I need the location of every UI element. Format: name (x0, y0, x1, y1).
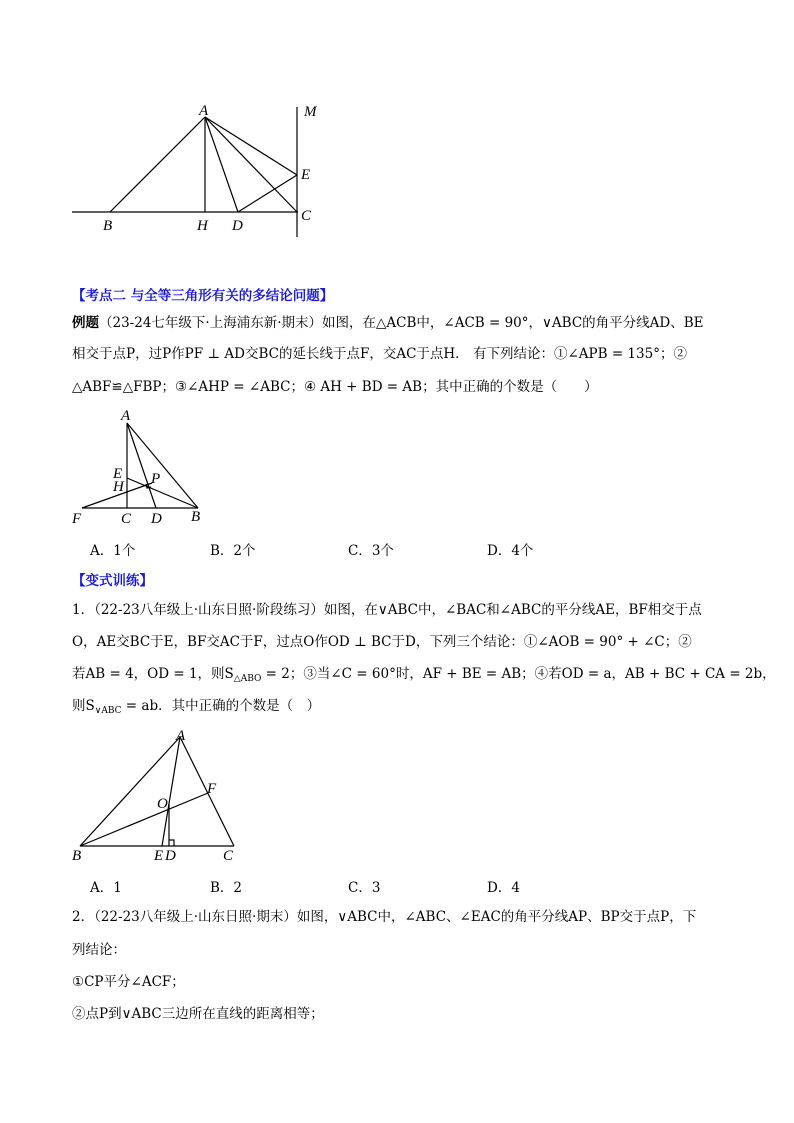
line-AB (110, 117, 205, 212)
label-D: D (232, 218, 243, 234)
label-A: A (176, 728, 186, 744)
q1-line-1: 1．（22-23八年级上·山东日照·阶段练习）如图，在∨ABC中，∠BAC和∠ABC的平分线AE，BF相交于点 (72, 602, 702, 618)
label-F: F (72, 511, 82, 527)
label-B: B (72, 848, 82, 864)
line-AE (205, 117, 297, 175)
q2-item-1: ①CP平分∠ACF； (72, 974, 185, 990)
q1-option-a[interactable]: A．1 (90, 880, 122, 896)
q2-line-1: 2．（22-23八年级上·山东日照·期末）如图，∨ABC中，∠ABC、∠EAC的角平分线AP、BP交于点P，下 (72, 909, 697, 925)
q1-line-3a: 若AB = 4，OD = 1，则S (72, 666, 234, 682)
q1-line-2: O，AE交BC于E，BF交AC于F，过点O作OD ⊥ BC于D，下列三个结论：①∠AOB = 90° + ∠C；② (72, 634, 692, 650)
q1-line-4b: = ab．其中正确的个数是（ ） (121, 698, 321, 714)
line-AB (127, 423, 198, 508)
label-C: C (121, 511, 132, 527)
label-D: D (151, 511, 162, 527)
example-option-b[interactable]: B．2个 (210, 543, 256, 559)
label-E: E (113, 466, 123, 482)
figure-1-geometry (60, 95, 330, 245)
q1-line-4-sub: ∨ABC (94, 706, 122, 716)
example-option-a[interactable]: A．1个 (90, 543, 136, 559)
q1-option-c[interactable]: C．3 (348, 880, 381, 896)
line-AD (205, 117, 238, 212)
label-M: M (304, 104, 317, 120)
label-E: E (154, 848, 164, 864)
label-E: E (301, 167, 311, 183)
label-D: D (165, 848, 176, 864)
q1-line-4 (72, 696, 320, 721)
label-B: B (191, 509, 201, 525)
q1-option-d[interactable]: D．4 (487, 880, 520, 896)
figure-3-geometry (60, 722, 260, 867)
example-text-1: （23-24七年级下·上海浦东新·期末）如图，在△ACB中，∠ACB = 90°，∨ABC的角平分线AD、BE (99, 315, 704, 331)
label-H: H (113, 479, 124, 495)
figure-2-geometry (60, 400, 240, 530)
label-C: C (301, 208, 312, 224)
q2-item-2: ②点P到∨ABC三边所在直线的距离相等； (72, 1006, 324, 1022)
section-heading-training: 【变式训练】 (72, 573, 153, 589)
example-line-3: △ABF≌△FBP；③∠AHP = ∠ABC；④ AH + BD = AB；其中正确的个数是（ ） (72, 379, 598, 395)
example-option-c[interactable]: C．3个 (348, 543, 394, 559)
section-heading-kaodian2: 【考点二 与全等三角形有关的多结论问题】 (72, 288, 334, 304)
example-label: 例题 (72, 315, 99, 331)
line-BF (80, 793, 208, 846)
label-H: H (197, 218, 208, 234)
example-line-1 (72, 313, 704, 333)
q1-line-4a: 则S (72, 698, 95, 714)
example-line-2: 相交于点P，过P作PF ⊥ AD交BC的延长线于点F，交AC于点H． 有下列结论：①∠APB = 135°；② (72, 346, 687, 362)
label-C: C (223, 848, 234, 864)
line-BE (127, 478, 198, 508)
line-AD (127, 423, 156, 508)
label-O: O (157, 796, 168, 812)
q1-line-3 (72, 664, 776, 689)
label-P: P (151, 471, 161, 487)
q1-option-b[interactable]: B．2 (210, 880, 243, 896)
q1-line-3b: = 2；③当∠C = 60°时，AF + BE = AB；④若OD = a，AB + BC + CA = 2b， (261, 666, 776, 682)
right-angle-mark (169, 840, 174, 846)
label-A: A (199, 103, 209, 119)
q1-line-3-sub: △ABO (233, 674, 262, 684)
label-B: B (103, 218, 113, 234)
q2-line-2: 列结论： (72, 942, 126, 958)
label-F: F (207, 781, 217, 797)
line-AC (205, 117, 297, 212)
example-option-d[interactable]: D．4个 (487, 543, 534, 559)
line-DE (238, 175, 297, 212)
label-A: A (121, 408, 131, 424)
